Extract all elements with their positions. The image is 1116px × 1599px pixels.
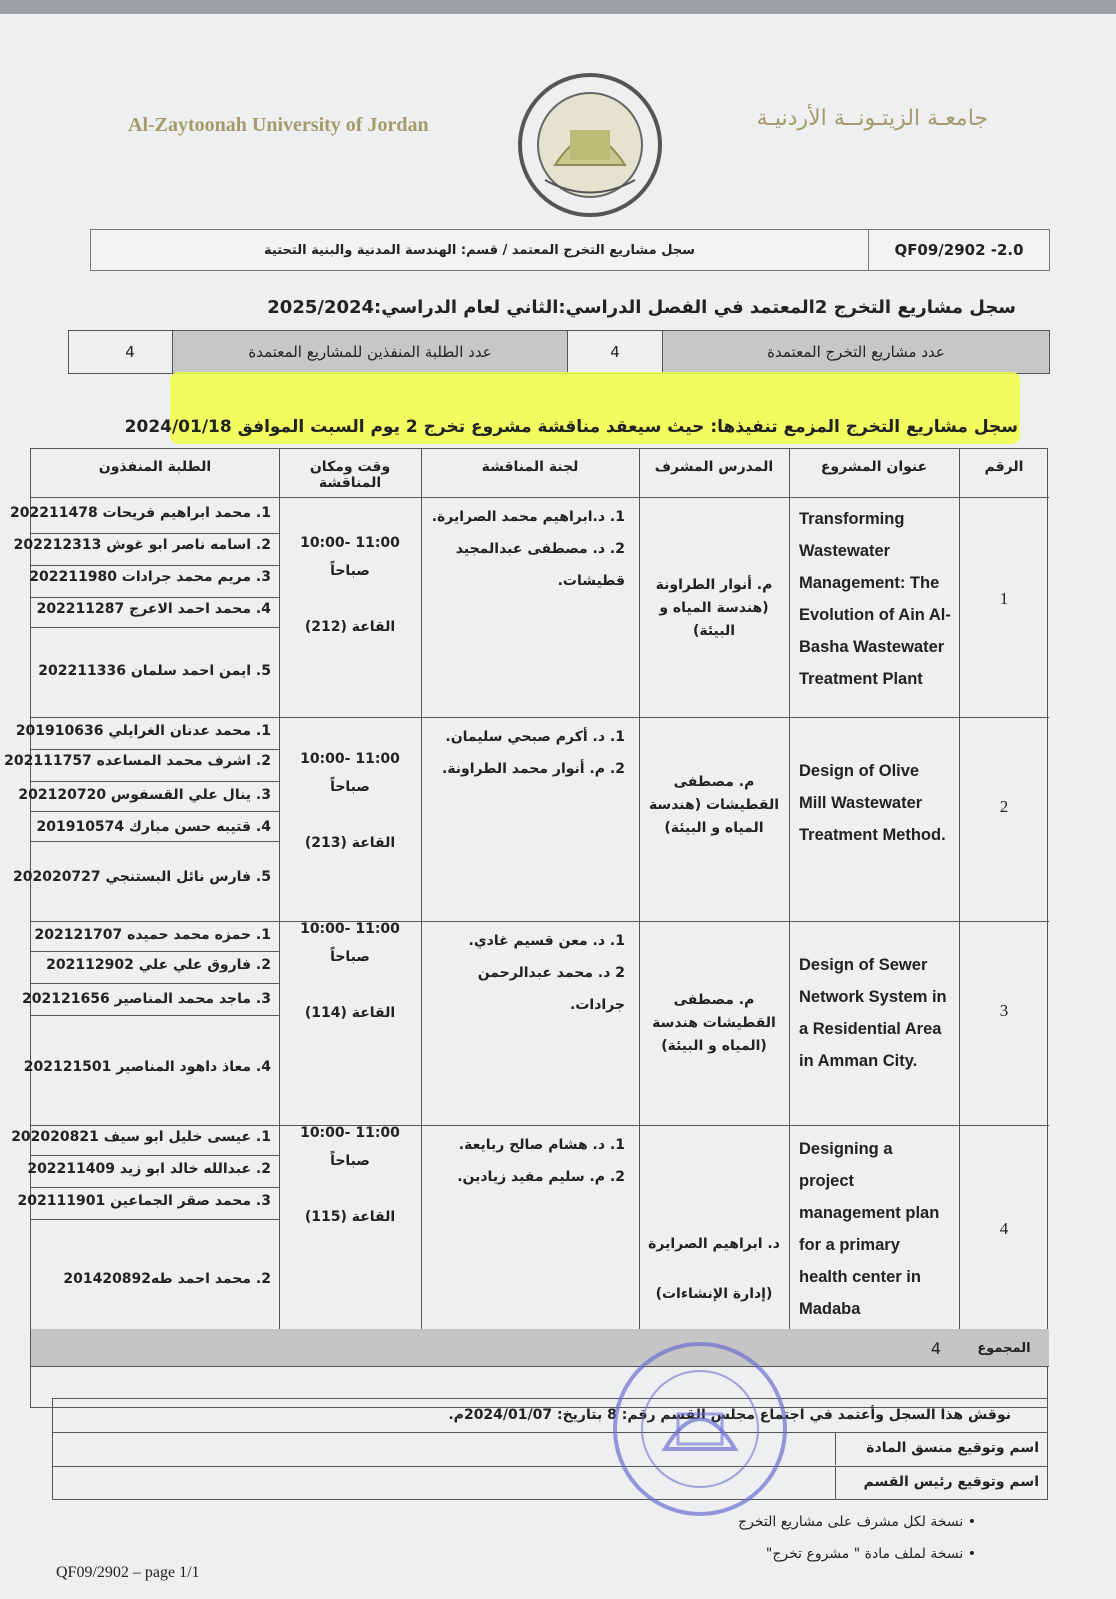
col-header-num: الرقم xyxy=(984,459,1024,475)
approved-projects-value: 4 xyxy=(567,331,662,373)
discussion-time-place xyxy=(279,745,421,857)
discussion-committee xyxy=(421,925,639,1021)
student-entry: 2. عبدالله خالد ابو زيد 202211409 xyxy=(27,1161,271,1177)
student-entry: 5. ايمن احمد سلمان 202211336 xyxy=(38,663,271,679)
form-code: QF09/2902 -2.0 xyxy=(868,230,1049,270)
total-label: المجموع xyxy=(977,1341,1031,1356)
committee-member: 1. د.ابراهيم محمد الصرايرة. xyxy=(431,509,625,525)
student-entry: 2. محمد احمد طه201420892 xyxy=(63,1271,271,1287)
approval-row xyxy=(52,1398,1048,1432)
committee-member: قطيشات. xyxy=(557,573,625,589)
form-header-bar xyxy=(90,229,1050,271)
discussion-room: القاعة (115) xyxy=(304,1209,396,1225)
discussion-committee xyxy=(421,501,639,597)
col-header-time: وقت ومكان المناقشة xyxy=(309,459,391,491)
col-header-supervisor: المدرس المشرف xyxy=(654,459,774,475)
discussion-room: القاعة (212) xyxy=(304,619,396,635)
approval-note: نوقش هذا السجل وأعتمد في اجتماع مجلس القسم رقم: 8 بتاريخ: 2024/01/07م. xyxy=(448,1407,1011,1423)
project-title: Designing a project management plan for a primary health center in Madaba xyxy=(799,1140,940,1318)
discussion-time: 11:00 -10:00 xyxy=(300,751,400,767)
committee-member: 2. د. مصطفى عبدالمجيد xyxy=(455,541,625,557)
committee-member: 2 د. محمد عبدالرحمن جرادات. xyxy=(477,965,625,1013)
discussion-time: 11:00 -10:00 xyxy=(300,1125,400,1141)
form-title: سجل مشاريع التخرج المعتمد / قسم: الهندسة المدنية والبنية التحتية xyxy=(264,242,695,258)
discussion-period: صباحاً xyxy=(330,949,370,965)
projects-table xyxy=(4,448,1048,1408)
student-entry: 3. ماجد محمد المناصير 202121656 xyxy=(22,991,271,1007)
project-title: Transforming Wastewater Management: The Evolution of Ain Al-Basha Wastewater Treatment Plant xyxy=(799,510,951,688)
discussion-period: صباحاً xyxy=(330,563,370,579)
university-name-en: Al-Zaytoonah University of Jordan xyxy=(128,114,429,136)
committee-member: 1. د. هشام صالح ربايعة. xyxy=(458,1137,625,1153)
student-entry: 3. ينال علي القسفوس 202120720 xyxy=(18,787,271,803)
discussion-committee xyxy=(421,721,639,785)
counts-bar xyxy=(68,330,1050,374)
row-number: 2 xyxy=(999,797,1009,816)
col-header-committee: لجنة المناقشة xyxy=(481,459,579,475)
head-row xyxy=(52,1466,1048,1500)
student-entry: 4. معاذ داهود المناصير 202121501 xyxy=(23,1059,271,1075)
discussion-time-place xyxy=(279,1119,421,1231)
students-count-value: 4 xyxy=(125,343,135,361)
discussion-time: 11:00 -10:00 xyxy=(300,535,400,551)
head-label: اسم وتوقيع رئيس القسم xyxy=(835,1467,1047,1499)
student-entry: 2. اسامه ناصر ابو غوش 202212313 xyxy=(13,537,271,553)
project-supervisor: م. أنوار الطراونة (هندسة المياه و البيئة) xyxy=(655,577,773,639)
students-count-label: عدد الطلبة المنفذين للمشاريع المعتمدة xyxy=(172,331,567,373)
coordinator-row xyxy=(52,1432,1048,1466)
project-supervisor: د. ابراهيم الصرايرة (إدارة الإنشاءات) xyxy=(648,1236,780,1302)
project-title: Design of Olive Mill Wastewater Treatment Method. xyxy=(799,762,946,844)
discussion-time-place xyxy=(279,915,421,1027)
student-entry: 5. فارس نائل البستنجي 202020727 xyxy=(12,869,271,885)
discussion-committee xyxy=(421,1129,639,1193)
student-entry: 3. محمد صقر الجماعين 202111901 xyxy=(17,1193,271,1209)
discussion-period: صباحاً xyxy=(330,1153,370,1169)
committee-member: 1. د. أكرم صبحي سليمان. xyxy=(445,729,625,745)
total-row xyxy=(31,1329,1049,1367)
project-supervisor: م. مصطفى القطيشات (هندسة المياه و البيئة) xyxy=(648,774,780,836)
student-entry: 1. حمزه محمد حميده 202121707 xyxy=(34,927,271,943)
discussion-room: القاعة (213) xyxy=(304,835,396,851)
total-value: 4 xyxy=(930,1339,942,1358)
student-entry: 1. عيسى خليل ابو سيف 202020821 xyxy=(11,1129,271,1145)
discussion-time-place xyxy=(279,529,421,641)
row-number: 3 xyxy=(999,1001,1009,1020)
student-entry: 4. قتيبه حسن مبارك 201910574 xyxy=(36,819,271,835)
distributed-title: سجل مشاريع التخرج المزمع تنفيذها: حيث سيعقد مناقشة مشروع تخرج 2 يوم السبت الموافق 2024/01/18 xyxy=(124,417,1018,437)
approved-projects-label: عدد مشاريع التخرج المعتمدة xyxy=(662,331,1049,373)
student-entry: 2. فاروق علي علي 202112902 xyxy=(46,957,271,973)
semester-title: سجل مشاريع التخرج 2المعتمد في الفصل الدراسي:الثاني لعام الدراسي:2025/2024 xyxy=(267,297,1016,318)
bullet-text: نسخة لكل مشرف على مشاريع التخرج xyxy=(738,1514,964,1530)
student-entry: 4. محمد احمد الاعرج 202211287 xyxy=(36,601,271,617)
student-entry: 1. محمد ابراهيم فريحات 202211478 xyxy=(10,505,271,521)
coordinator-label: اسم وتوقيع منسق المادة xyxy=(835,1433,1047,1465)
row-number: 4 xyxy=(999,1219,1009,1238)
discussion-time: 11:00 -10:00 xyxy=(300,921,400,937)
page-label: QF09/2902 – page 1/1 xyxy=(56,1564,200,1581)
bullet-text: نسخة لملف مادة " مشروع تخرج" xyxy=(765,1546,964,1562)
bullet-item: • نسخة لملف مادة " مشروع تخرج" xyxy=(765,1546,976,1562)
discussion-room: القاعة (114) xyxy=(304,1005,396,1021)
col-header-title: عنوان المشروع xyxy=(820,459,928,475)
project-title: Design of Sewer Network System in a Residential Area in Amman City. xyxy=(799,956,947,1070)
student-entry: 3. مريم محمد جرادات 202211980 xyxy=(29,569,271,585)
discussion-period: صباحاً xyxy=(330,779,370,795)
committee-member: 1. د. معن قسيم غادي. xyxy=(468,933,625,949)
document-page xyxy=(0,14,1116,1599)
university-logo xyxy=(515,70,665,220)
student-entry: 2. اشرف محمد المساعده 202111757 xyxy=(4,753,271,769)
university-name-ar: جامعـة الزيتـونــة الأردنيـة xyxy=(756,106,988,131)
student-entry: 1. محمد عدنان الغرايلي 201910636 xyxy=(15,723,271,739)
committee-member: 2. م. سليم مفيد زيادين. xyxy=(457,1169,625,1185)
row-number: 1 xyxy=(999,589,1009,608)
bullet-item: • نسخة لكل مشرف على مشاريع التخرج xyxy=(738,1514,976,1530)
col-header-students: الطلبة المنفذون xyxy=(98,459,212,475)
committee-member: 2. م. أنوار محمد الطراونة. xyxy=(441,761,625,777)
project-supervisor: م. مصطفى القطيشات هندسة (المياه و البيئة) xyxy=(652,992,776,1054)
department-stamp xyxy=(600,1334,800,1524)
